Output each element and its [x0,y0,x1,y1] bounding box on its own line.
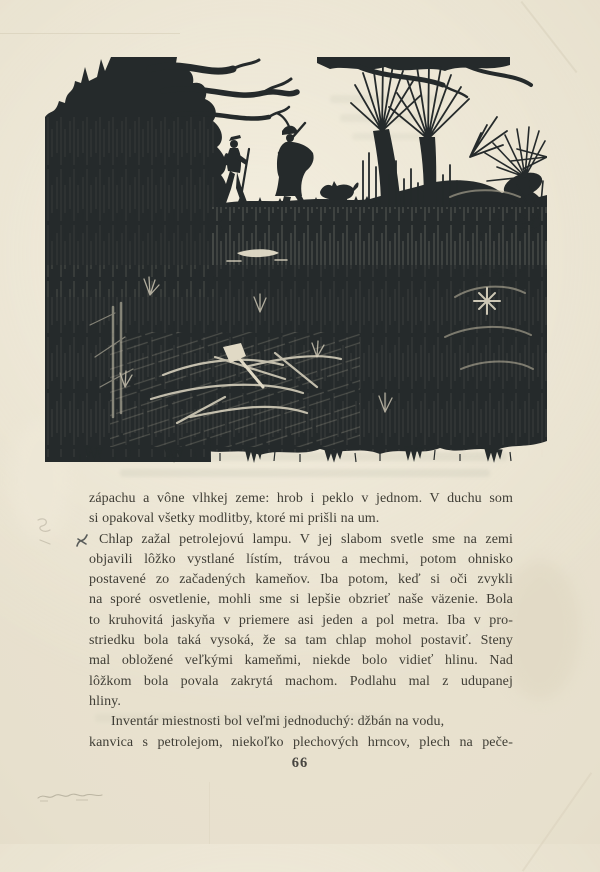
pen-mark-icon [75,533,89,550]
text-line: Chlap zažal petrolejovú lampu. V jej slabom svetle sme na zemi [99,531,513,547]
text-line: lôžkom bola povala zakrytá machom. Podlahu mal z udupanej [89,673,513,689]
paper-crease [0,33,180,34]
text-line: hliny. [89,693,121,709]
text-line: postavené zo začadených kameňov. Iba potom, keď si oči zvykli [89,572,513,588]
pencil-scribble-icon [34,514,58,550]
woodcut-illustration [45,57,547,463]
text-line: na sporé osvetlenie, mohli sme si lepšie obzrieť naše väzenie. Bola [89,592,513,608]
cloak [275,142,314,196]
page-number: 66 [291,755,309,771]
body-text [89,489,513,753]
paper-crease [209,782,210,844]
text-line: striedku bola taká vysoká, že sa tam chlap mohol postaviť. Steny [89,633,513,649]
text-line: kanvica s petrolejom, niekoľko plechových hrncov, plech na peče- [89,734,513,750]
paper-fold [522,772,592,871]
pencil-note-icon [36,789,108,805]
text-line: objavili lôžko vystlané lístím, trávou a mechmi, potom ohnisko [89,551,513,567]
text-line: zápachu a vône vlhkej zeme: hrob i peklo v jednom. V duchu som [89,491,513,506]
text-line: mal obložené veľkými kameňmi, niekde bolo vidieť hlinu. Nad [89,653,513,669]
text-line: Inventár miestnosti bol veľmi jednoduchý: džbán na vodu, [111,714,445,730]
showthrough-ghost [120,469,490,477]
man-figure [275,112,314,208]
hat-feather [276,112,290,127]
text-line: to kruhovitá jaskyňa v priemere asi jeden a pol metra. Iba v pro- [89,612,513,628]
text-line: si opakoval všetky modlitby, ktoré mi prišli na um. [89,511,380,527]
walking-figures [220,112,359,209]
